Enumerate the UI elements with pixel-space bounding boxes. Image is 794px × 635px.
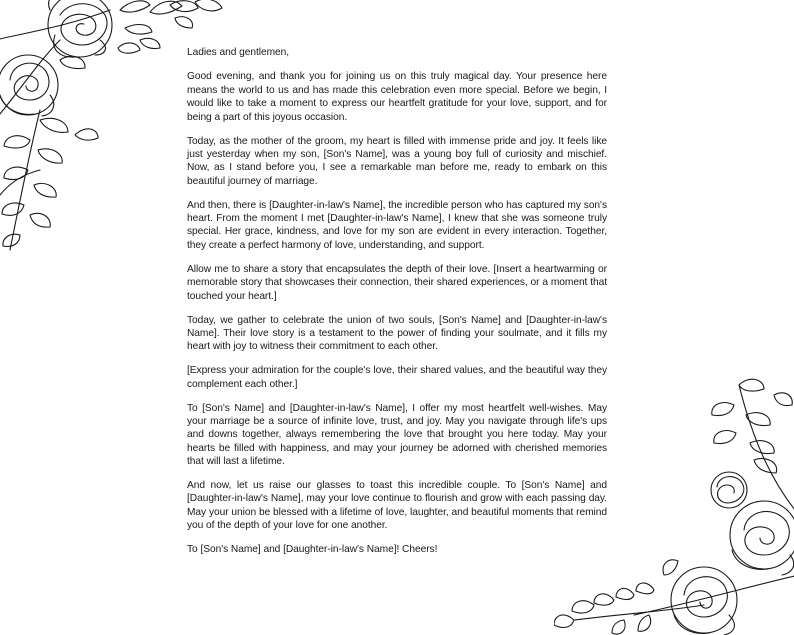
rose-icon: [711, 472, 747, 508]
floral-corner-bottom-right: [554, 375, 794, 635]
speech-paragraph: Today, as the mother of the groom, my heart is filled with immense pride and joy. It feels like just yesterday when my son, [Son's Name], was a young boy full of curiosity and mischief. Now, as I stand before you, I see a remarkable man before me, ready to embark on this beautiful journey of marriage.: [187, 135, 607, 187]
speech-paragraph: And now, let us raise our glasses to toast this incredible couple. To [Son's Name] and [Daughter-in-law's Name], may your love continue to flourish and grow with each passing day. May your union be blessed with a lifetime of love, laughter, and beautiful moments that remind you of the depth of your love for one another.: [187, 480, 607, 532]
rose-icon: [671, 567, 737, 635]
speech-paragraph: [Express your admiration for the couple's love, their shared values, and the beautiful way they complement each other.]: [187, 365, 607, 390]
speech-paragraph: Today, we gather to celebrate the union of two souls, [Son's Name] and [Daughter-in-law's Name]. Their love story is a testament to the power of finding your soulmate, and it fills my heart with joy to witness their commitment to each other.: [187, 314, 607, 353]
speech-greeting: Ladies and gentlemen,: [187, 47, 290, 58]
rose-icon: [730, 501, 794, 575]
speech-paragraph: Allow me to share a story that encapsulates the depth of their love. [Insert a heartwarming or memorable story that showcases their connection, their shared experiences, or a moment that touched your heart.]: [187, 263, 607, 302]
rose-icon: [0, 55, 58, 116]
speech-paragraph: Good evening, and thank you for joining us on this truly magical day. Your presence here means the world to us and has made this celebration even more special. Before we begin, I would like to take a moment to express our heartfelt gratitude for your love, support, and for being a part of this joyous occasion.: [187, 71, 607, 123]
rose-icon: [48, 0, 112, 57]
speech-closing: To [Son's Name] and [Daughter-in-law's Name]! Cheers!: [187, 544, 438, 556]
speech-body: [187, 46, 607, 567]
speech-paragraph: And then, there is [Daughter-in-law's Name], the incredible person who has captured my son's heart. From the moment I met [Daughter-in-law's Name], I knew that she was someone truly special. Her grace, kindness, and love for my son are evident in every interaction. Together, they create a perfect harmony of love, understanding, and support.: [187, 199, 607, 251]
speech-paragraph: To [Son's Name] and [Daughter-in-law's Name], I offer my most heartfelt well-wishes. May your marriage be a source of infinite love, trust, and joy. May you navigate through life's ups and downs together, always remembering the love that brought you here today. May your hearts be filled with happiness, and may your journey be adorned with cherished memories that will last a lifetime.: [187, 402, 607, 468]
